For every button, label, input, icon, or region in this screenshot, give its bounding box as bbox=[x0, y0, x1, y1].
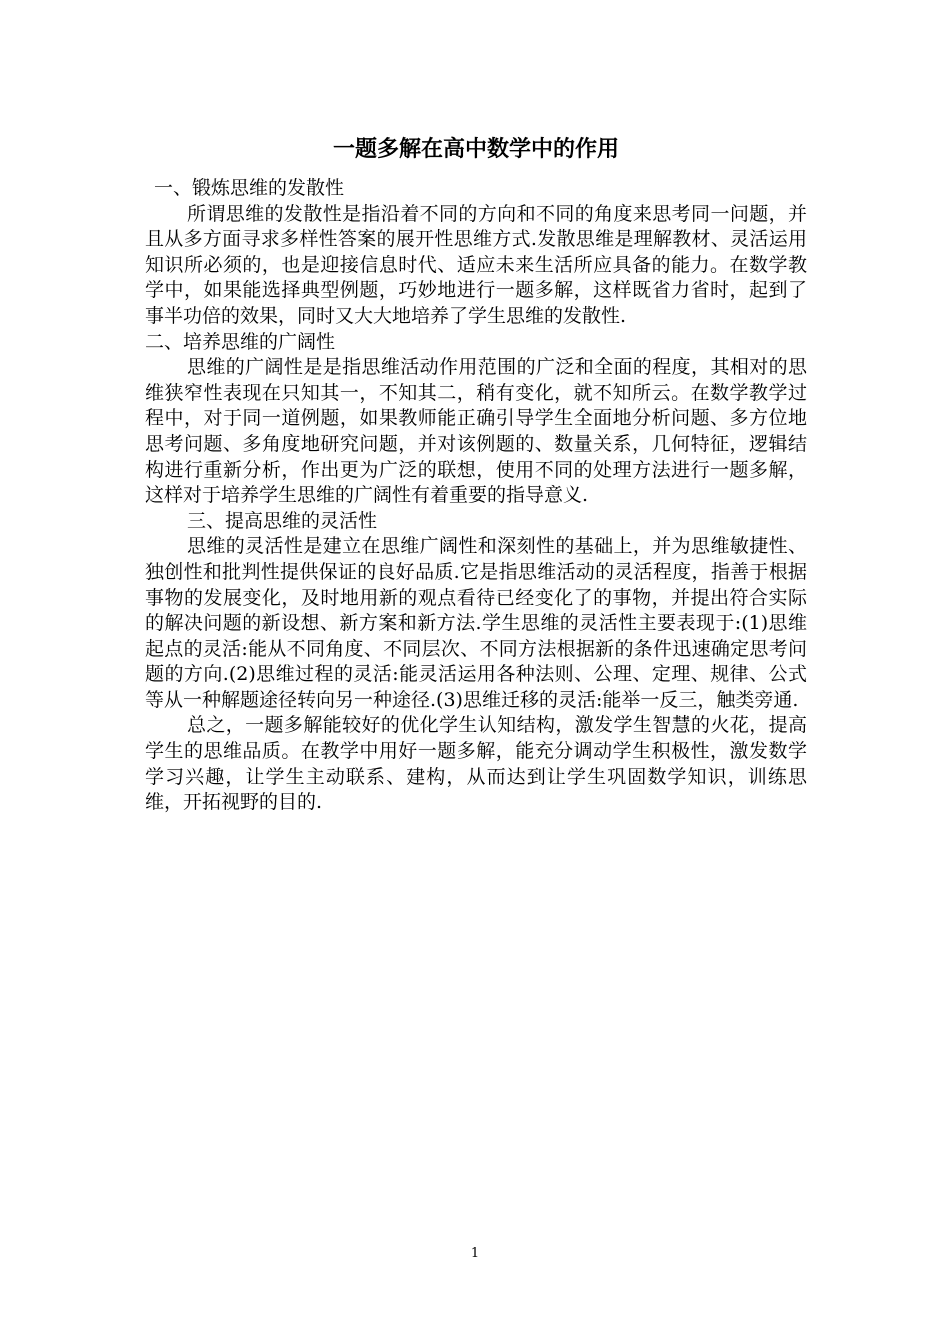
section-heading-breadth: 二、培养思维的广阔性 bbox=[145, 330, 336, 353]
document-body bbox=[145, 130, 807, 816]
document-title: 一题多解在高中数学中的作用 bbox=[332, 137, 619, 162]
section-paragraph: 所谓思维的发散性是指沿着不同的方向和不同的角度来思考同一问题，并且从多方面寻求多样性答案的展开性思维方式.发散思维是理解教材、灵活运用知识所必须的，也是迎接信息时代、适应未来生活所应具备的能力。在数学教学中，如果能选择典型例题，巧妙地进行一题多解，这样既省力省时，起到了事半功倍的效果，同时又大大地培养了学生思维的发散性. bbox=[145, 202, 807, 327]
section-heading-flexibility: 三、提高思维的灵活性 bbox=[187, 509, 378, 532]
section-heading-divergent: 一、锻炼思维的发散性 bbox=[154, 177, 345, 199]
conclusion-paragraph: 总之，一题多解能较好的优化学生认知结构，激发学生智慧的火花，提高学生的思维品质。在教学中用好一题多解，能充分调动学生积极性，激发数学学习兴趣，让学生主动联系、建构，从而达到让学生巩固数学知识，训练思维，开拓视野的目的. bbox=[145, 714, 807, 814]
page-number: 1 bbox=[470, 1246, 480, 1261]
section-paragraph: 思维的灵活性是建立在思维广阔性和深刻性的基础上，并为思维敏捷性、独创性和批判性提供保证的良好品质.它是指思维活动的灵活程度，指善于根据事物的发展变化，及时地用新的观点看待已经变化了的事物，并提出符合实际的解决问题的新设想、新方案和新方法.学生思维的灵活性主要表现于:(1)思维起点的灵活:能从不同角度、不同层次、不同方法根据新的条件迅速确定思考问题的方向.(2)思维过程的灵活:能灵活运用各种法则、公理、定理、规律、公式等从一种解题途径转向另一种途径.(3)思维迁移的灵活:能举一反三，触类旁通. bbox=[145, 535, 807, 711]
section-paragraph: 思维的广阔性是是指思维活动作用范围的广泛和全面的程度，其相对的思维狭窄性表现在只知其一，不知其二，稍有变化，就不知所云。在数学教学过程中，对于同一道例题，如果教师能正确引导学生全面地分析问题、多方位地思考问题、多角度地研究问题，并对该例题的、数量关系，几何特征，逻辑结构进行重新分析，作出更为广泛的联想，使用不同的处理方法进行一题多解，这样对于培养学生思维的广阔性有着重要的指导意义. bbox=[145, 356, 807, 507]
